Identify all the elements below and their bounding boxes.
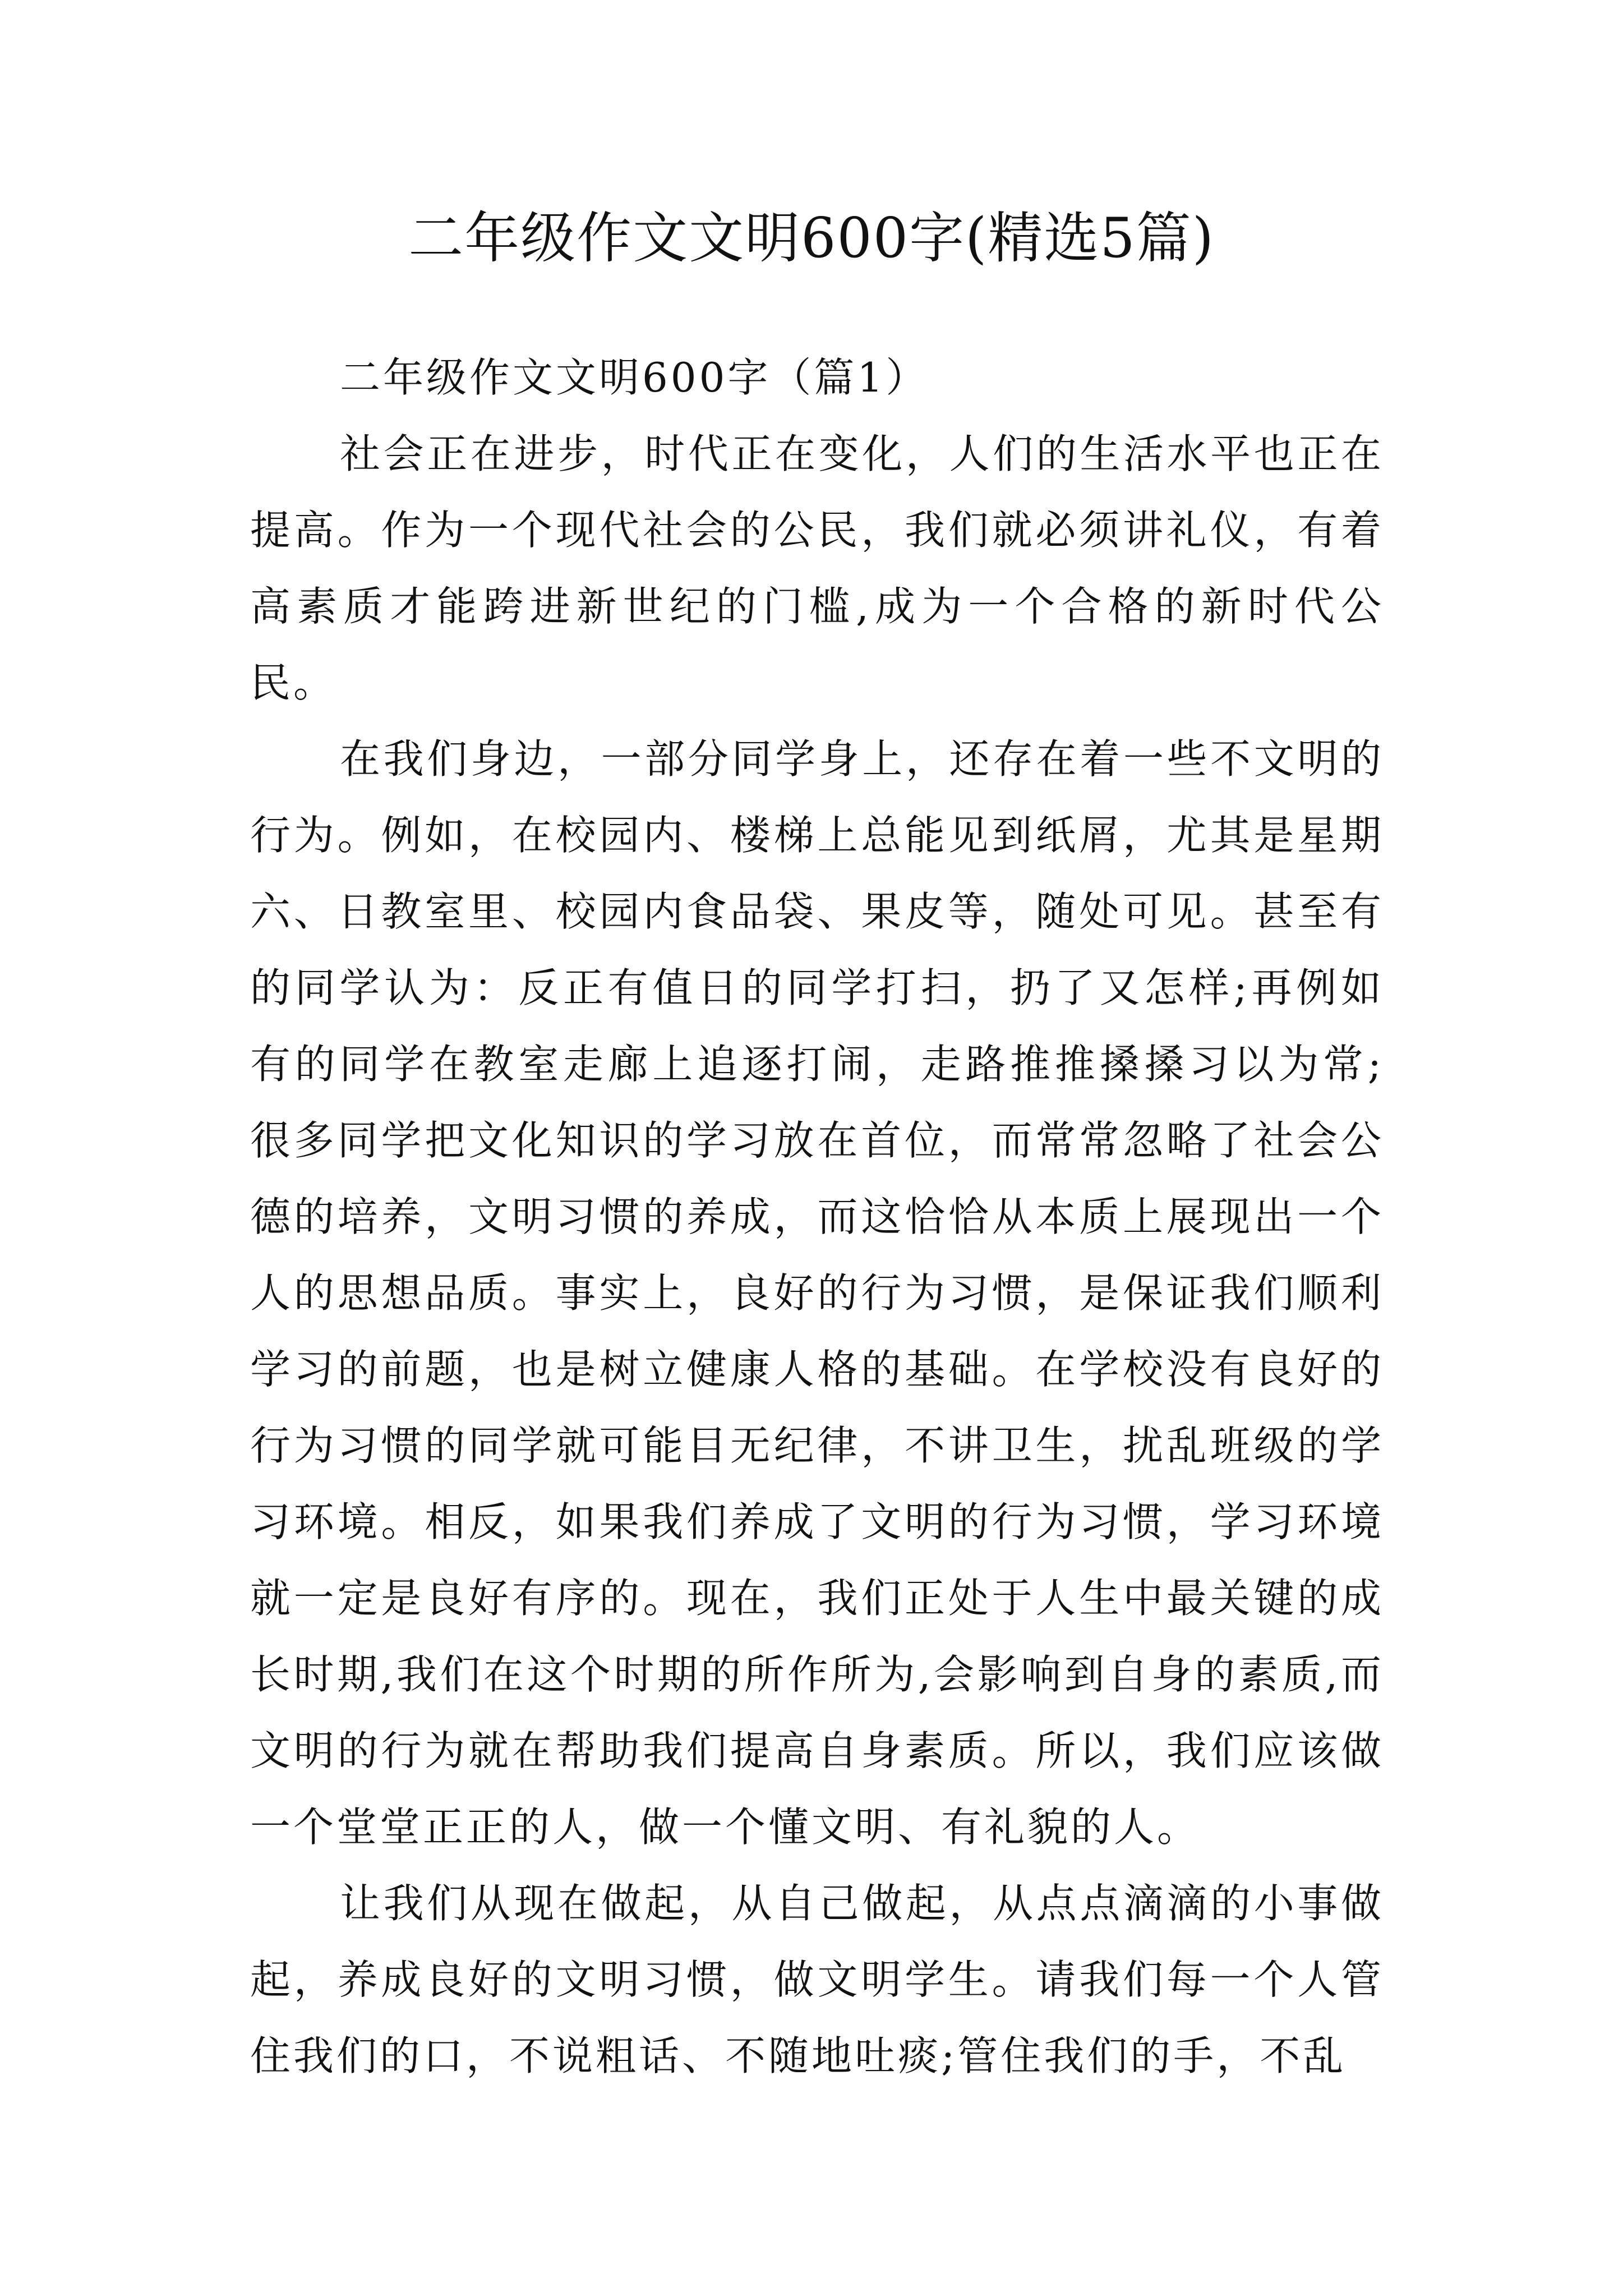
section-heading: 二年级作文文明600字（篇1） xyxy=(340,354,929,401)
paragraph-1: 社会正在进步，时代正在变化，人们的生活水平也正在提高。作为一个现代社会的公民，我们就必须讲礼仪，有着高素质才能跨进新世纪的门槛,成为一个合格的新时代公民。 xyxy=(250,430,1384,706)
paragraph-3: 让我们从现在做起，从自己做起，从点点滴滴的小事做起，养成良好的文明习惯，做文明学生。请我们每一个人管住我们的口，不说粗话、不随地吐痰;管住我们的手，不乱 xyxy=(250,1880,1384,2079)
document-body xyxy=(250,339,1384,2094)
paragraph-2: 在我们身边，一部分同学身上，还存在着一些不文明的行为。例如，在校园内、楼梯上总能见到纸屑，尤其是星期六、日教室里、校园内食品袋、果皮等，随处可见。甚至有的同学认为：反正有值日的同学打扫，扔了又怎样;再例如有的同学在教室走廊上追逐打闹，走路推推搡搡习以为常;很多同学把文化知识的学习放在首位，而常常忽略了社会公德的培养，文明习惯的养成，而这恰恰从本质上展现出一个人的思想品质。事实上，良好的行为习惯，是保证我们顺利学习的前题，也是树立健康人格的基础。在学校没有良好的行为习惯的同学就可能目无纪律，不讲卫生，扰乱班级的学习环境。相反，如果我们养成了文明的行为习惯，学习环境就一定是良好有序的。现在，我们正处于人生中最关键的成长时期,我们在这个时期的所作所为,会影响到自身的素质,而文明的行为就在帮助我们提高自身素质。所以，我们应该做一个堂堂正正的人，做一个懂文明、有礼貌的人。 xyxy=(250,735,1384,1851)
document-title: 二年级作文文明600字(精选5篇) xyxy=(408,206,1215,270)
